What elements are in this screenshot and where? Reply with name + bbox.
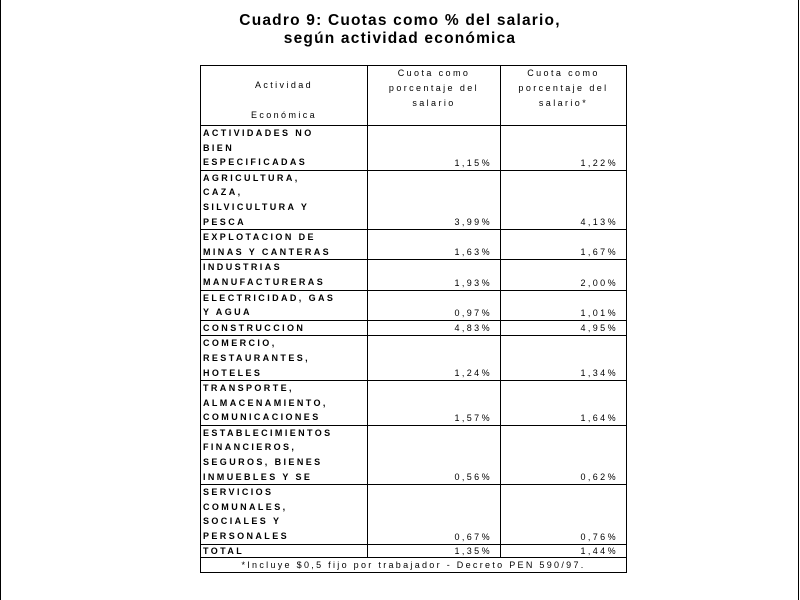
quota-adjusted-cell: 2,00% <box>501 260 627 290</box>
table-row <box>201 425 627 484</box>
quota-adjusted-cell: 1,34% <box>501 336 627 381</box>
activity-line: PESCA <box>203 216 247 227</box>
table-row <box>201 381 627 426</box>
total-label: TOTAL <box>201 544 368 557</box>
activity-line: COMUNICACIONES <box>203 412 321 423</box>
header-quota: Cuota como porcentaje del salario <box>368 66 501 126</box>
table-row <box>201 320 627 336</box>
quota-adjusted-cell: 0,62% <box>501 425 627 484</box>
left-border-line <box>0 0 1 600</box>
quota-cell: 1,93% <box>368 260 501 290</box>
activity-line: ESPECIFICADAS <box>203 157 308 168</box>
quota-adjusted-cell: 1,22% <box>501 126 627 171</box>
activity-line: ELECTRICIDAD, GAS <box>203 292 336 303</box>
activity-line: COMERCIO, <box>203 338 277 349</box>
quota-adjusted-cell: 1,67% <box>501 230 627 260</box>
activity-cell <box>201 425 368 484</box>
table-row <box>201 170 627 229</box>
header-activity-line-1: Actividad <box>254 80 314 90</box>
activity-cell <box>201 320 368 336</box>
activity-line: BIEN <box>203 142 235 153</box>
quota-cell: 0,67% <box>368 485 501 544</box>
activity-line: INMUEBLES Y SE <box>203 471 313 482</box>
quota-cell: 1,15% <box>368 126 501 171</box>
quota-cell: 3,99% <box>368 170 501 229</box>
footnote-row <box>201 557 627 572</box>
activity-line: ALMACENAMIENTO, <box>203 397 328 408</box>
activity-line: MANUFACTURERAS <box>203 276 326 287</box>
quota-adjusted-cell: 4,95% <box>501 320 627 336</box>
activity-cell <box>201 260 368 290</box>
activity-line: SEGUROS, BIENES <box>203 457 323 468</box>
activity-line: INDUSTRIAS <box>203 262 283 273</box>
activity-line: SOCIALES Y <box>203 516 282 527</box>
activity-line: CAZA, <box>203 187 243 198</box>
activity-line: RESTAURANTES, <box>203 352 311 363</box>
activity-cell <box>201 126 368 171</box>
total-quota: 1,35% <box>368 544 501 557</box>
activity-line: COMUNALES, <box>203 501 288 512</box>
header-quota-adjusted: Cuota como porcentaje del salario* <box>501 66 627 126</box>
footnote: *Incluye $0,5 fijo por trabajador - Decreto PEN 590/97. <box>201 557 627 572</box>
activity-line: TRANSPORTE, <box>203 383 294 394</box>
title-line-2: según actividad económica <box>283 30 517 47</box>
table-row <box>201 230 627 260</box>
activity-line: ACTIVIDADES NO <box>203 128 314 138</box>
activity-line: FINANCIEROS, <box>203 442 297 453</box>
activity-cell <box>201 336 368 381</box>
quota-adjusted-cell: 1,64% <box>501 381 627 426</box>
header-activity <box>201 66 368 126</box>
activity-line: ESTABLECIMIENTOS <box>203 427 333 438</box>
header-row <box>201 66 627 126</box>
table-title <box>0 12 800 48</box>
quota-cell: 0,97% <box>368 290 501 320</box>
total-quota-adjusted: 1,44% <box>501 544 627 557</box>
quota-adjusted-cell: 1,01% <box>501 290 627 320</box>
activity-line: SILVICULTURA Y <box>203 201 310 212</box>
quota-table <box>200 65 627 573</box>
table-row <box>201 126 627 171</box>
activity-cell <box>201 381 368 426</box>
right-border-line <box>798 0 799 600</box>
activity-line: EXPLOTACION DE <box>203 232 316 243</box>
activity-line: PERSONALES <box>203 531 290 542</box>
table-row <box>201 260 627 290</box>
activity-line: SERVICIOS <box>203 487 274 498</box>
activity-line: HOTELES <box>203 367 263 378</box>
quota-cell: 1,63% <box>368 230 501 260</box>
activity-line: CONSTRUCCION <box>203 322 306 333</box>
quota-cell: 1,24% <box>368 336 501 381</box>
activity-line: MINAS Y CANTERAS <box>203 246 332 257</box>
quota-adjusted-cell: 4,13% <box>501 170 627 229</box>
table-row <box>201 336 627 381</box>
title-line-1: Cuadro 9: Cuotas como % del salario, <box>239 12 561 29</box>
activity-line: Y AGUA <box>203 307 252 318</box>
table-row <box>201 485 627 544</box>
activity-cell <box>201 230 368 260</box>
quota-cell: 0,56% <box>368 425 501 484</box>
total-row <box>201 544 627 557</box>
quota-adjusted-cell: 0,76% <box>501 485 627 544</box>
table-body <box>201 126 627 545</box>
activity-cell <box>201 170 368 229</box>
activity-cell <box>201 290 368 320</box>
activity-cell <box>201 485 368 544</box>
table-row <box>201 290 627 320</box>
quota-cell: 4,83% <box>368 320 501 336</box>
quota-cell: 1,57% <box>368 381 501 426</box>
activity-line: AGRICULTURA, <box>203 172 300 183</box>
header-activity-line-2: Económica <box>250 110 318 120</box>
